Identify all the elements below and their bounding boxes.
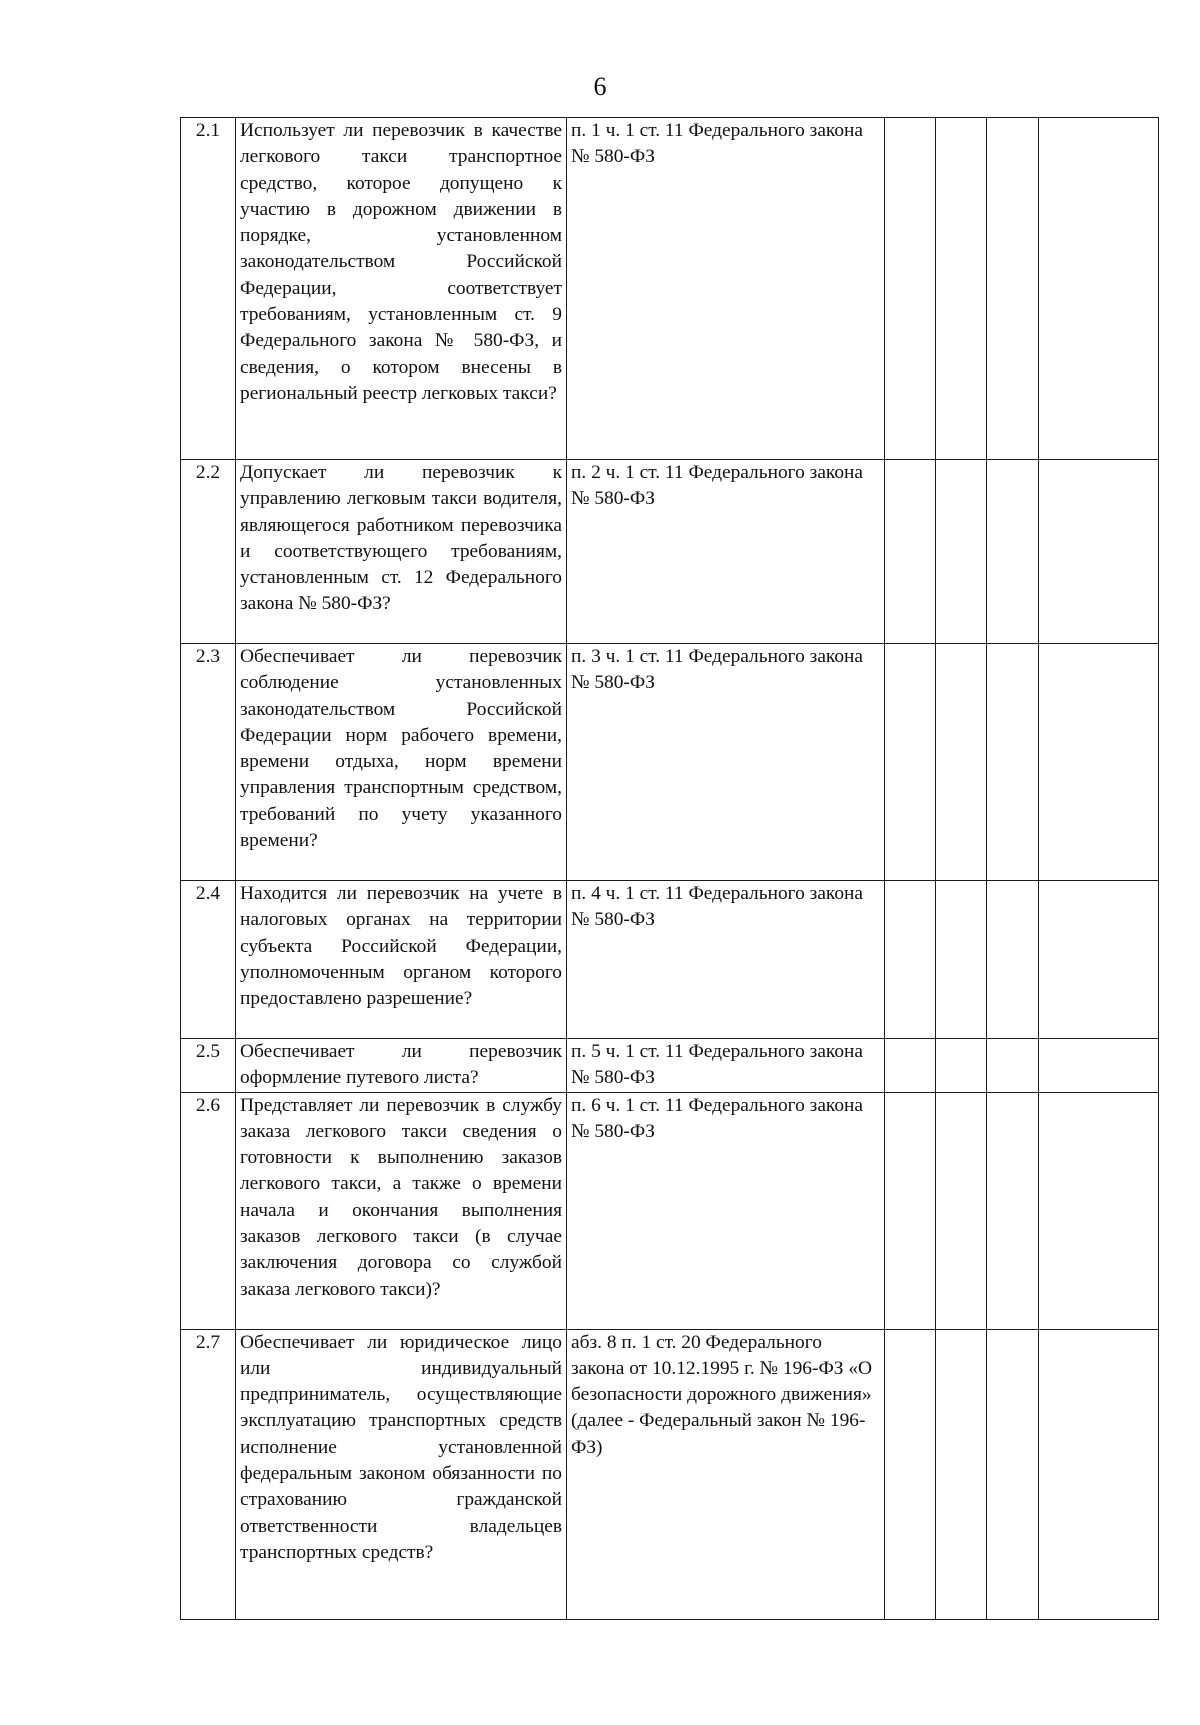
table-row <box>181 1092 1159 1329</box>
page-number: 6 <box>593 72 607 101</box>
row-number: 2.5 <box>181 1039 236 1093</box>
question-text: Использует ли перевозчик в качестве легкового такси транспортное средство, которое допущено к участию в дорожном движении в порядке, установленном законодательством Российской Федерации, соответствует требованиям, установленным ст. 9 Федерального закона № 580-ФЗ, и сведения, о котором внесены в региональный реестр легковых такси? <box>236 118 567 460</box>
table-row <box>181 644 1159 881</box>
checklist-table <box>180 117 1159 1620</box>
answer-na-cell <box>987 1092 1039 1329</box>
row-number: 2.1 <box>181 118 236 460</box>
legal-reference: п. 4 ч. 1 ст. 11 Федерального закона № 580-ФЗ <box>567 881 885 1039</box>
answer-no-cell <box>936 1092 987 1329</box>
legal-reference: абз. 8 п. 1 ст. 20 Федерального закона от 10.12.1995 г. № 196-ФЗ «О безопасности дорожного движения» (далее - Федеральный закон № 196-ФЗ) <box>567 1329 885 1619</box>
question-text: Находится ли перевозчик на учете в налоговых органах на территории субъекта Российской Федерации, уполномоченным органом которого предоставлено разрешение? <box>236 881 567 1039</box>
question-text: Обеспечивает ли юридическое лицо или индивидуальный предприниматель, осуществляющие эксплуатацию транспортных средств исполнение установленной федеральным законом обязанности по страхованию гражданской ответственности владельцев транспортных средств? <box>236 1329 567 1619</box>
answer-yes-cell <box>885 460 936 644</box>
legal-reference: п. 5 ч. 1 ст. 11 Федерального закона № 580-ФЗ <box>567 1039 885 1093</box>
answer-na-cell <box>987 118 1039 460</box>
notes-cell <box>1039 118 1159 460</box>
legal-reference: п. 6 ч. 1 ст. 11 Федерального закона № 580-ФЗ <box>567 1092 885 1329</box>
legal-reference: п. 1 ч. 1 ст. 11 Федерального закона № 580-ФЗ <box>567 118 885 460</box>
notes-cell <box>1039 644 1159 881</box>
legal-reference: п. 3 ч. 1 ст. 11 Федерального закона № 580-ФЗ <box>567 644 885 881</box>
answer-yes-cell <box>885 1329 936 1619</box>
answer-na-cell <box>987 1039 1039 1093</box>
row-number: 2.2 <box>181 460 236 644</box>
answer-no-cell <box>936 881 987 1039</box>
question-text: Обеспечивает ли перевозчик соблюдение установленных законодательством Российской Федерации норм рабочего времени, времени отдыха, норм времени управления транспортным средством, требований по учету указанного времени? <box>236 644 567 881</box>
answer-no-cell <box>936 460 987 644</box>
notes-cell <box>1039 1329 1159 1619</box>
answer-yes-cell <box>885 881 936 1039</box>
row-number: 2.3 <box>181 644 236 881</box>
answer-na-cell <box>987 460 1039 644</box>
table-row <box>181 460 1159 644</box>
question-text: Допускает ли перевозчик к управлению легковым такси водителя, являющегося работником перевозчика и соответствующего требованиям, установленным ст. 12 Федерального закона № 580-ФЗ? <box>236 460 567 644</box>
question-text: Обеспечивает ли перевозчик оформление путевого листа? <box>236 1039 567 1093</box>
answer-yes-cell <box>885 1039 936 1093</box>
table-row <box>181 881 1159 1039</box>
answer-yes-cell <box>885 644 936 881</box>
answer-na-cell <box>987 1329 1039 1619</box>
answer-no-cell <box>936 118 987 460</box>
notes-cell <box>1039 460 1159 644</box>
answer-no-cell <box>936 1039 987 1093</box>
notes-cell <box>1039 1092 1159 1329</box>
notes-cell <box>1039 1039 1159 1093</box>
row-number: 2.7 <box>181 1329 236 1619</box>
answer-na-cell <box>987 644 1039 881</box>
row-number: 2.4 <box>181 881 236 1039</box>
row-number: 2.6 <box>181 1092 236 1329</box>
table-row <box>181 118 1159 460</box>
answer-no-cell <box>936 1329 987 1619</box>
notes-cell <box>1039 881 1159 1039</box>
answer-yes-cell <box>885 1092 936 1329</box>
question-text: Представляет ли перевозчик в службу заказа легкового такси сведения о готовности к выполнению заказов легкового такси, а также о времени начала и окончания выполнения заказов легкового такси (в случае заключения договора со службой заказа легкового такси)? <box>236 1092 567 1329</box>
answer-na-cell <box>987 881 1039 1039</box>
legal-reference: п. 2 ч. 1 ст. 11 Федерального закона № 580-ФЗ <box>567 460 885 644</box>
table-row <box>181 1039 1159 1093</box>
answer-yes-cell <box>885 118 936 460</box>
answer-no-cell <box>936 644 987 881</box>
table-row <box>181 1329 1159 1619</box>
